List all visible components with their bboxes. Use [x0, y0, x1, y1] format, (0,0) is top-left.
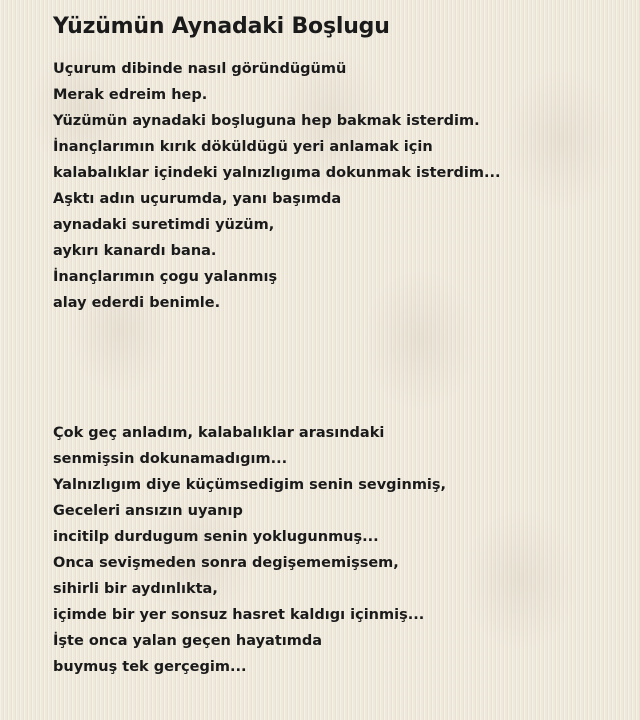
poem-line: içimde bir yer sonsuz hasret kaldıgı içinmiş...	[53, 607, 425, 623]
poem-line: İşte onca yalan geçen hayatımda	[53, 633, 323, 649]
poem-line: alay ederdi benimle.	[53, 295, 221, 311]
poem-line: sihirli bir aydınlıkta,	[53, 581, 218, 597]
stanza-1	[53, 56, 623, 316]
poem-line: Uçurum dibinde nasıl göründügümü	[53, 61, 347, 77]
poem-line: incitilp durdugum senin yoklugunmuş...	[53, 529, 379, 545]
poem-line: Yalnızlıgım diye küçümsedigim senin sevginmiş,	[53, 477, 447, 493]
poem-line: aykırı kanardı bana.	[53, 243, 217, 259]
poem-line: Onca sevişmeden sonra degişememişsem,	[53, 555, 399, 571]
poem-line: buymuş tek gerçegim...	[53, 659, 247, 675]
poem-line: kalabalıklar içindeki yalnızlıgıma dokunmak isterdim...	[53, 165, 501, 181]
poem-line: Yüzümün aynadaki boşluguna hep bakmak isterdim.	[53, 113, 480, 129]
poem-line: aynadaki suretimdi yüzüm,	[53, 217, 275, 233]
poem-line: İnançlarımın çogu yalanmış	[53, 269, 278, 285]
poem-line: Merak edreim hep.	[53, 87, 208, 103]
poem-line: Aşktı adın uçurumda, yanı başımda	[53, 191, 342, 207]
poem-line: senmişsin dokunamadıgım...	[53, 451, 288, 467]
poem-container	[53, 12, 623, 680]
poem-line: Geceleri ansızın uyanıp	[53, 503, 243, 519]
poem-title: Yüzümün Aynadaki Boşlugu	[53, 14, 390, 39]
stanza-2	[53, 420, 623, 680]
poem-line: İnançlarımın kırık döküldügü yeri anlamak için	[53, 139, 433, 155]
poem-line: Çok geç anladım, kalabalıklar arasındaki	[53, 425, 385, 441]
